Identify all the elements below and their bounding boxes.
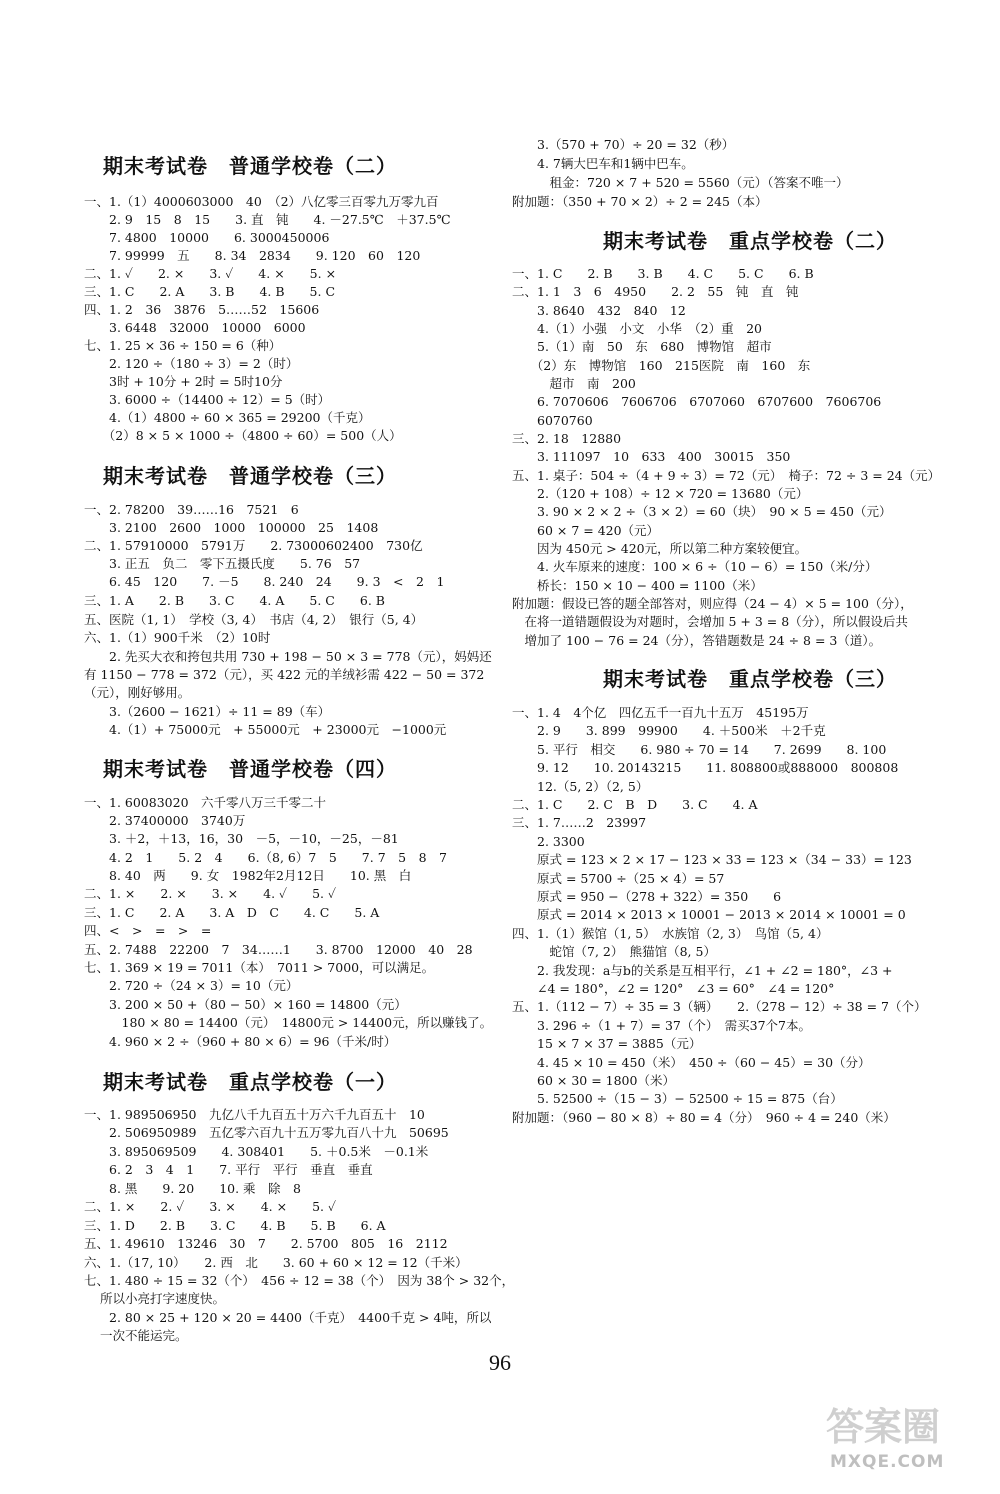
answer-line: 二、1. × 2. ✓ 3. × 4. × 5. ✓ (84, 1199, 337, 1214)
answer-line: 8. 黑 9. 20 10. 乘 除 8 (84, 1181, 302, 1196)
answer-line: 2. 80 × 25 + 120 × 20 = 4400（千克） 4400千克 > 4吨，所以 (84, 1310, 492, 1325)
answer-line: 四、1. 2 36 3876 5……52 15606 (84, 302, 320, 317)
answer-line: 3. 8640 432 840 12 (512, 303, 686, 318)
answer-line: 增加了 100 − 76 = 24（分），答错题数是 24 ÷ 8 = 3（道）。 (512, 633, 882, 648)
answer-line: 六、1.（17, 10） 2. 西 北 3. 60 + 60 × 12 = 12（千米） (84, 1255, 468, 1270)
answer-line: 3. 895069509 4. 308401 5. ＋0.5米 －0.1米 (84, 1144, 429, 1159)
section-title: 期末考试卷 重点学校卷（二） (603, 229, 897, 253)
answer-line: 4.（1）小强 小文 小华 （2）重 20 (512, 321, 762, 336)
answer-line: 五、1. 49610 13246 30 7 2. 5700 805 16 2112 (84, 1236, 448, 1251)
answer-line: 五、医院（1, 1） 学校（3, 4） 书店（4, 2） 银行（5, 4） (84, 612, 424, 627)
answer-line: 2. 120 ÷（180 ÷ 3）= 2（时） (84, 356, 299, 371)
answer-line: 3. 200 × 50 +（80 − 50）× 160 = 14800（元） (84, 997, 407, 1012)
answer-line: 一、1. 989506950 九亿八千九百五十万六千九百五十 10 (84, 1107, 425, 1122)
answer-line: 二、1. 1 3 6 4950 2. 2 55 钝 直 钝 (512, 284, 799, 299)
answer-line: 附加题：（350 + 70 × 2）÷ 2 = 245（本） (512, 194, 768, 209)
answer-line: （2）8 × 5 × 1000 ÷（4800 ÷ 60）= 500（人） (84, 428, 402, 443)
answer-line: 有 1150 − 778 = 372（元），买 422 元的羊绒衫需 422 − 50 = 372 (84, 667, 485, 682)
answer-line: 7. 4800 10000 6. 3000450006 (84, 230, 330, 245)
watermark-glyphs: 答案圈 (826, 1405, 941, 1449)
answer-line: 六、1.（1）900千米 （2）10时 (84, 630, 271, 645)
answer-line: 3.（2600 − 1621）÷ 11 = 89（车） (84, 704, 331, 719)
answer-line: 一、1.（1）4000603000 40 （2）八亿零三百零九万零九百 (84, 194, 439, 209)
answer-line: 所以小亮打字速度快。 (100, 1291, 226, 1306)
answer-line: 三、1. 7……2 23997 (512, 815, 647, 830)
answer-line: 原式 = 950 −（278 + 322）= 350 6 (512, 889, 782, 904)
answer-line: 二、1. ✓ 2. × 3. ✓ 4. × 5. × (84, 266, 337, 281)
answer-line: 2. 我发现：a与b的关系是互相平行，∠1 + ∠2 = 180°，∠3 + (512, 963, 893, 978)
answer-line: 12.（5, 2）（2, 5） (512, 779, 649, 794)
answer-line: 4.（1）4800 ÷ 60 × 365 = 29200（千克） (84, 410, 371, 425)
answer-line: 9. 12 10. 20143215 11. 808800或888000 800808 (512, 760, 899, 775)
answer-line: 一、1. 4 4个亿 四亿五千一百九十五万 45195万 (512, 705, 809, 720)
answer-line: 一、2. 78200 39……16 7521 6 (84, 502, 299, 517)
answer-line: 三、1. D 2. B 3. C 4. B 5. B 6. A (84, 1218, 386, 1233)
answer-line: 3. 2100 2600 1000 100000 25 1408 (84, 520, 379, 535)
answer-line: 原式 = 123 × 2 × 17 − 123 × 33 = 123 ×（34 − 33）= 123 (512, 852, 912, 867)
answer-line: 附加题：假设已答的题全部答对，则应得（24 − 4）× 5 = 100（分）， (512, 596, 913, 611)
answer-line: 8. 40 两 9. 女 1982年2月12日 10. 黑 白 (84, 868, 412, 883)
answer-line: 4. 火车原来的速度：100 × 6 ÷（10 − 6）= 150（米/分） (512, 559, 878, 574)
section-title: 期末考试卷 重点学校卷（一） (103, 1070, 397, 1094)
answer-line: 一、1. C 2. B 3. B 4. C 5. C 6. B (512, 266, 814, 281)
answer-line: 一次不能运完。 (100, 1328, 188, 1343)
answer-line: 2.（120 + 108）÷ 12 × 720 = 13680（元） (512, 486, 809, 501)
answer-line: 二、1. × 2. × 3. × 4. ✓ 5. ✓ (84, 886, 337, 901)
answer-line: 2. 9 3. 899 99900 4. ＋500米 ＋2千克 (512, 723, 826, 738)
page-number: 96 (489, 1350, 511, 1375)
answer-line: 四、1.（1）猴馆（1, 5） 水族馆（2, 3） 鸟馆（5, 4） (512, 926, 829, 941)
answer-line: 4. 45 × 10 = 450（米） 450 ÷（60 − 45）= 30（分） (512, 1055, 871, 1070)
answer-line: 3.（570 + 70）÷ 20 = 32（秒） (512, 137, 735, 152)
answer-line: 三、1. C 2. A 3. A D C 4. C 5. A (84, 905, 380, 920)
answer-line: 四、< > = > = (84, 923, 212, 938)
answer-line: 附加题：（960 − 80 × 8）÷ 80 = 4（分） 960 ÷ 4 = 240（米） (512, 1110, 896, 1125)
watermark-logo (826, 1396, 976, 1476)
answer-line: 二、1. C 2. C B D 3. C 4. A (512, 797, 758, 812)
section-title: 期末考试卷 重点学校卷（三） (603, 667, 897, 691)
answer-line: 2. 先买大衣和挎包共用 730 + 198 − 50 × 3 = 778（元），妈妈还 (84, 649, 492, 664)
answer-line: 2. 37400000 3740万 (84, 813, 246, 828)
answer-line: 6. 2 3 4 1 7. 平行 平行 垂直 垂直 (84, 1162, 373, 1177)
answer-line: 3. 111097 10 633 400 30015 350 (512, 449, 791, 464)
answer-line: 3. 6000 ÷（14400 ÷ 12）= 5（时） (84, 392, 331, 407)
answer-line: 七、1. 25 × 36 ÷ 150 = 6（种） (84, 338, 282, 353)
answer-line: 3时 + 10分 + 2时 = 5时10分 (84, 374, 283, 389)
answer-line: 15 × 7 × 37 = 3885（元） (512, 1036, 702, 1051)
answer-line: 3. 正五 负二 零下五摄氏度 5. 76 57 (84, 556, 361, 571)
answer-line: 4. 2 1 5. 2 4 6.（8, 6）7 5 7. 7 5 8 7 (84, 850, 448, 865)
answer-line: 4.（1）+ 75000元 + 55000元 + 23000元 −1000元 (84, 722, 447, 737)
answer-line: 一、1. 60083020 六千零八万三千零二十 (84, 795, 327, 810)
answer-line: 因为 450元 > 420元，所以第二种方案较便宜。 (512, 541, 808, 556)
answer-line: 二、1. 57910000 5791万 2. 73000602400 730亿 (84, 538, 423, 553)
answer-line: 3. 90 × 2 × 2 ÷（3 × 2）= 60（块） 90 × 5 = 450（元） (512, 504, 892, 519)
answer-line: 4. 7辆大巴车和1辆中巴车。 (512, 156, 694, 171)
section-title: 期末考试卷 普通学校卷（四） (103, 757, 397, 781)
answer-line: 6070760 (512, 413, 593, 428)
answer-line: 180 × 80 = 14400（元） 14800元 > 14400元，所以赚钱了。 (84, 1015, 493, 1030)
answer-line: 三、1. C 2. A 3. B 4. B 5. C (84, 284, 336, 299)
answer-line: 五、1. 桌子：504 ÷（4 + 9 ÷ 3）= 72（元） 椅子：72 ÷ 3 = 24（元） (512, 468, 941, 483)
answer-line: 七、1. 369 × 19 = 7011（本） 7011 > 7000，可以满足。 (84, 960, 435, 975)
answer-line: 5.（1）南 50 东 680 博物馆 超市 (512, 339, 772, 354)
answer-line: 60 × 7 = 420（元） (512, 523, 660, 538)
answer-line: 2. 506950989 五亿零六百九十五万零九百八十九 50695 (84, 1125, 449, 1140)
answer-line: 5. 52500 ÷（15 − 3）− 52500 ÷ 15 = 875（台） (512, 1091, 843, 1106)
answer-line: 3. 296 ÷（1 + 7）= 37（个） 需买37个7本。 (512, 1018, 811, 1033)
answer-line: 5. 平行 相交 6. 980 ÷ 70 = 14 7. 2699 8. 100 (512, 742, 887, 757)
answer-line: 五、2. 7488 22200 7 34……1 3. 8700 12000 40 28 (84, 942, 473, 957)
answer-line: 60 × 30 = 1800（米） (512, 1073, 675, 1088)
answer-line: 6. 7070606 7606706 6707060 6707600 7606706 (512, 394, 882, 409)
answer-line: 桥长：150 × 10 − 400 = 1100（米） (512, 578, 763, 593)
answer-line: 6. 45 120 7. －5 8. 240 24 9. 3 < 2 1 (84, 574, 445, 589)
answer-line: （元），刚好够用。 (84, 685, 191, 700)
answer-line: 三、1. A 2. B 3. C 4. A 5. C 6. B (84, 593, 385, 608)
section-title: 期末考试卷 普通学校卷（三） (103, 464, 397, 488)
answer-line: 2. 9 15 8 15 3. 直 钝 4. －27.5℃ ＋37.5℃ (84, 212, 451, 227)
section-title: 期末考试卷 普通学校卷（二） (103, 154, 397, 178)
answer-line: 3. ＋2，＋13，16，30 －5，－10，－25，－81 (84, 831, 399, 846)
answer-line: 在将一道错题假设为对题时，会增加 5 + 3 = 8（分），所以假设后共 (512, 614, 908, 629)
answer-line: 蛇馆（7, 2） 熊猫馆（8, 5） (512, 944, 716, 959)
answer-line: 原式 = 2014 × 2013 × 10001 − 2013 × 2014 × 10001 = 0 (512, 907, 906, 922)
answer-line: 七、1. 480 ÷ 15 = 32（个） 456 ÷ 12 = 38（个） 因为 38个 > 32个， (84, 1273, 515, 1288)
answer-line: 4. 960 × 2 ÷（960 + 80 × 6）= 96（千米/时） (84, 1034, 397, 1049)
answer-line: 7. 99999 五 8. 34 2834 9. 120 60 120 (84, 248, 421, 263)
answer-line: 原式 = 5700 ÷（25 × 4）= 57 (512, 871, 725, 886)
answer-line: 五、1.（112 − 7）÷ 35 = 3（辆） 2.（278 − 12）÷ 38 = 7（个） (512, 999, 927, 1014)
answer-line: 租金：720 × 7 + 520 = 5560（元）（答案不唯一） (512, 175, 849, 190)
answer-line: 超市 南 200 (512, 376, 636, 391)
answer-line: （2）东 博物馆 160 215医院 南 160 东 (512, 358, 811, 373)
answer-line: 三、2. 18 12880 (512, 431, 622, 446)
answer-line: ∠4 = 180°，∠2 = 120° ∠3 = 60° ∠4 = 120° (512, 981, 835, 996)
answer-line: 3. 6448 32000 10000 6000 (84, 320, 306, 335)
watermark-text: MXQE.COM (830, 1452, 945, 1472)
answer-line: 2. 3300 (512, 834, 585, 849)
answer-line: 2. 720 ÷（24 × 3）= 10（元） (84, 978, 299, 993)
